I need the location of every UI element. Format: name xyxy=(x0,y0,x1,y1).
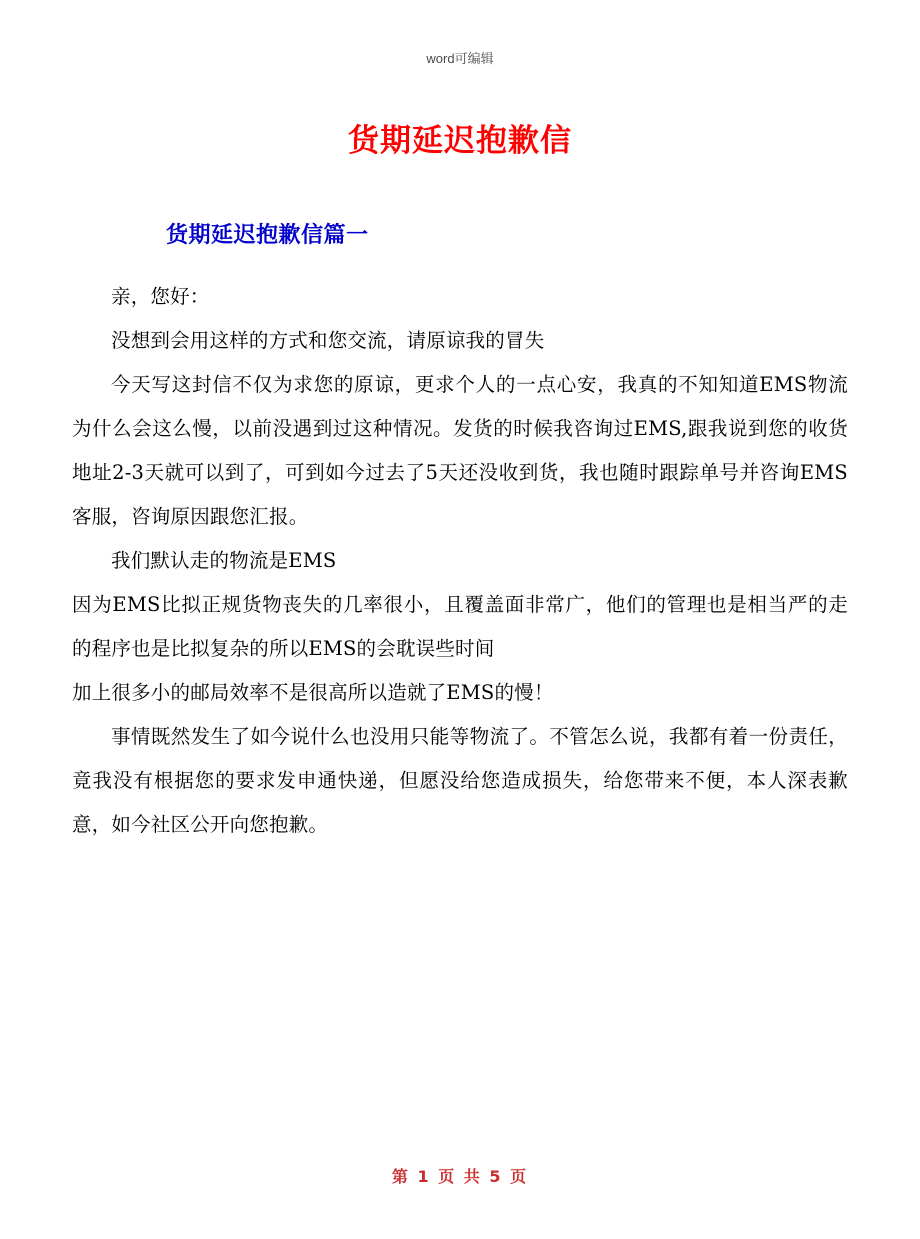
paragraph: 今天写这封信不仅为求您的原谅，更求个人的一点心安，我真的不知知道EMS物流为什么会这么慢，以前没遇到过这种情况。发货的时候我咨询过EMS,跟我说到您的收货地址2-3天就可以到了，可到如今过去了5天还没收到货，我也随时跟踪单号并咨询EMS客服，咨询原因跟您汇报。 xyxy=(72,373,848,528)
footer-total-pages: 5 xyxy=(489,1167,503,1186)
paragraph: 亲，您好： xyxy=(111,285,210,308)
paragraph: 因为EMS比拟正规货物丧失的几率很小，且覆盖面非常广，他们的管理也是相当严的走的程序也是比拟复杂的所以EMS的会耽误些时间 xyxy=(72,593,848,660)
watermark-text: word可编辑 xyxy=(426,51,494,66)
footer-suffix: 页 xyxy=(510,1167,529,1186)
paragraph: 加上很多小的邮局效率不是很高所以造就了EMS的慢！ xyxy=(72,681,554,704)
paragraph: 事情既然发生了如今说什么也没用只能等物流了。不管怎么说，我都有着一份责任，竟我没有根据您的要求发申通快递，但愿没给您造成损失，给您带来不便，本人深表歉意，如今社区公开向您抱歉。 xyxy=(72,725,848,836)
footer-current-page: 1 xyxy=(417,1167,431,1186)
paragraph: 我们默认走的物流是EMS xyxy=(111,549,337,572)
page-footer xyxy=(0,1164,920,1187)
footer-middle: 页 共 xyxy=(438,1167,482,1186)
page-title: 货期延迟抱歉信 xyxy=(348,123,572,159)
document-body xyxy=(0,275,920,847)
footer-prefix: 第 xyxy=(391,1167,410,1186)
section-heading: 货期延迟抱歉信篇一 xyxy=(166,223,369,248)
document-page xyxy=(0,48,920,1239)
paragraph: 没想到会用这样的方式和您交流，请原谅我的冒失 xyxy=(111,329,545,352)
